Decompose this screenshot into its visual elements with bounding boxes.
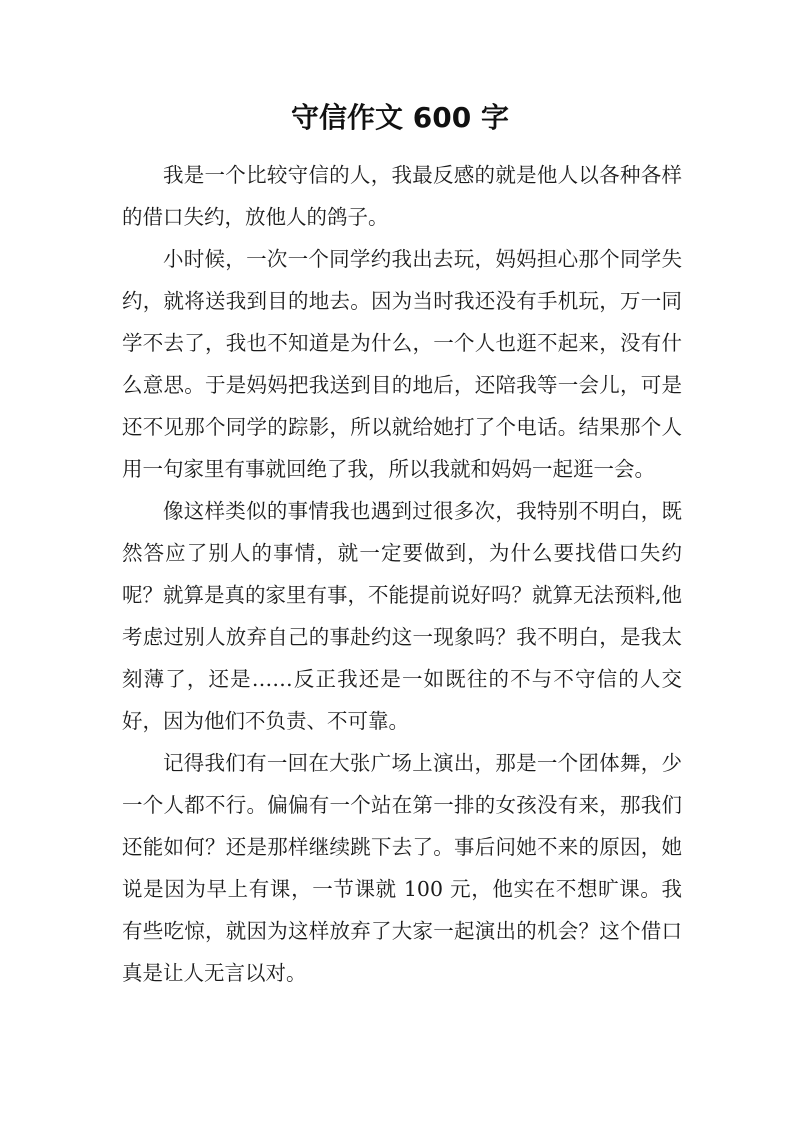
paragraph-1: 我是一个比较守信的人，我最反感的就是他人以各种各样的借口失约，放他人的鸽子。 bbox=[122, 163, 682, 229]
document-title: 守信作文 600 字 bbox=[291, 101, 509, 134]
paragraph-2: 小时候，一次一个同学约我出去玩，妈妈担心那个同学失约，就将送我到目的地去。因为当时我还没有手机玩，万一同学不去了，我也不知道是为什么，一个人也逛不起来，没有什么意思。于是妈妈把我送到目的地后，还陪我等一会儿，可是还不见那个同学的踪影，所以就给她打了个电话。结果那个人用一句家里有事就回绝了我，所以我就和妈妈一起逛一会。 bbox=[122, 247, 682, 481]
paragraph-4: 记得我们有一回在大张广场上演出，那是一个团体舞，少一个人都不行。偏偏有一个站在第一排的女孩没有来，那我们还能如何？还是那样继续跳下去了。事后问她不来的原因，她说是因为早上有课，一节课就 100 元，他实在不想旷课。我有些吃惊，就因为这样放弃了大家一起演出的机会？这个借口真是让人无言以对。 bbox=[122, 751, 682, 985]
paragraph-3: 像这样类似的事情我也遇到过很多次，我特别不明白，既然答应了别人的事情，就一定要做到，为什么要找借口失约呢？就算是真的家里有事，不能提前说好吗？就算无法预料,他考虑过别人放弃自己的事赴约这一现象吗？我不明白，是我太刻薄了，还是……反正我还是一如既往的不与不守信的人交好，因为他们不负责、不可靠。 bbox=[122, 499, 683, 733]
essay-body bbox=[122, 154, 682, 994]
